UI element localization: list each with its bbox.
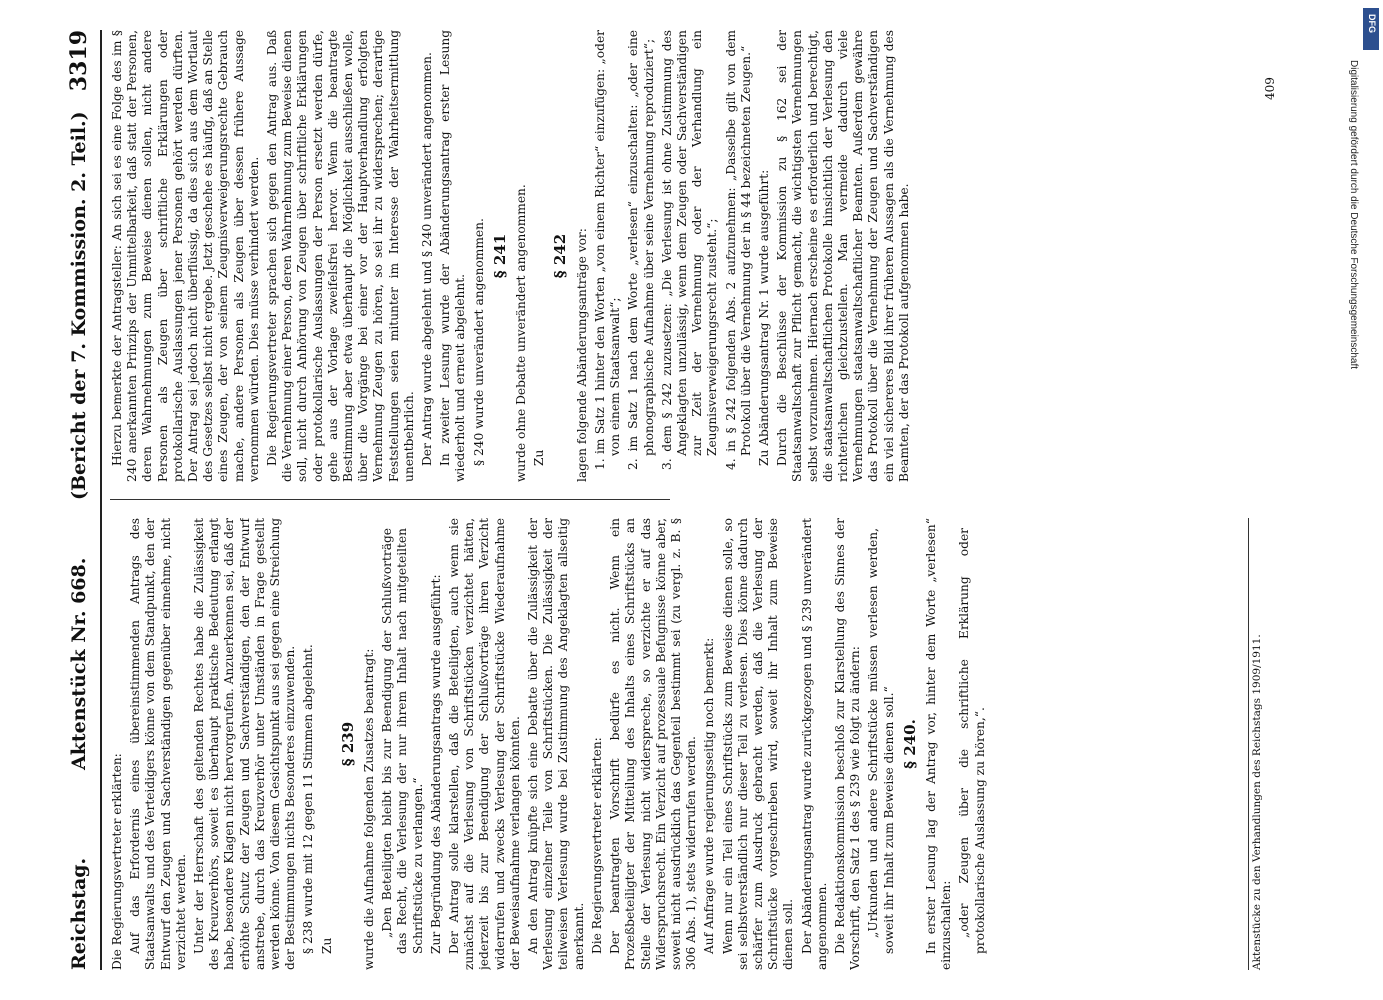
paragraph: Hierzu bemerkte der Antragsteller: An sich sei es eine Folge des im § 240 anerkannten Prinzips der Unmittelbarkeit, daß statt der Personen, deren Wahrnehmungen zum Beweise dienen sollen, nicht andere Personen als Zeugen über schriftliche Erklärungen oder protokollarische Auslassungen jener Personen gehört werden dürften. Der Antrag sei jedoch nicht überflüssig, da dies sich aus dem Wortlaut des Gesetzes selbst nicht ergebe. Jetzt geschehe es häufig, daß an Stelle eines Zeugen, der von seinem Zeugnisverweigerungsrechte Gebrauch mache, andere Personen als Zeugen über dessen frühere Aussage vernommen würden. Dies müsse verhindert werden. — [110, 30, 261, 482]
list-item: 2. im Satz 1 nach dem Worte „verlesen“ einzuschalten: „oder eine phonographische Aufnahme über seine Vernehmung reproduziert“; — [626, 30, 656, 470]
header-page-number: 3319 — [66, 30, 92, 92]
paragraph: Der beantragten Vorschrift bedürfe es nicht. Wenn ein Prozeßbeteiligter der Mitteilung des Inhalts eines Schriftstücks an Stelle der Verlesung nicht widerspreche, so verzichte er auf das Widerspruchsrecht. Ein Verzicht auf prozessuale Befugnisse könne aber, soweit nicht ausdrücklich das Gegenteil bestimmt sei (zu vergl. z. B. § 306 Abs. 1), stets widerrufen werden. — [608, 518, 699, 970]
page-header — [58, 30, 102, 970]
paragraph: Zu — [532, 449, 547, 466]
footer-page-number: 409 — [1263, 77, 1277, 100]
section-heading: § 242 — [551, 233, 570, 279]
paragraph: Die Regierungsvertreter erklärten: — [110, 753, 124, 970]
paragraph: Der Abänderungsantrag wurde zurückgezogen und § 239 unverändert angenommen. — [799, 518, 829, 970]
dfg-logo — [1363, 8, 1379, 50]
paragraph: wurde die Aufnahme folgenden Zusatzes beantragt: — [362, 648, 377, 970]
section-heading: § 241 — [490, 233, 509, 279]
paragraph: Zu Abänderungsantrag Nr. 1 wurde ausgeführt: — [756, 169, 771, 466]
right-text-column — [110, 30, 1290, 482]
paragraph: wurde ohne Debatte unverändert angenommen. — [514, 184, 529, 482]
paragraph: § 238 wurde mit 12 gegen 11 Stimmen abgelehnt. — [301, 644, 316, 954]
paragraph: lagen folgende Abänderungsanträge vor: — [574, 228, 589, 482]
section-heading: § 240. — [900, 719, 919, 769]
column-divider — [110, 499, 670, 500]
digitization-note — [1347, 60, 1361, 620]
paragraph: In erster Lesung lag der Antrag vor, hinter dem Worte „verlesen“ einzuschalten: — [923, 518, 954, 970]
paragraph: Die Regierungsvertreter sprachen sich gegen den Antrag aus. Daß die Vernehmung einer Person, deren Wahrnehmung zum Beweise dienen soll, nicht durch Anhörung von Zeugen über schriftliche Erklärungen oder protokollarische Auslassungen der Person ersetzt werden dürfe, gehe aus der Vorlage zweifelsfrei hervor. Wenn die beantragte Bestimmung aber etwa überhaupt die Möglichkeit ausschließen wolle, über die Vorgänge bei einer vor der Hauptverhandlung erfolgten Vernehmung Zeugen zu hören, so sei ihr zu widersprechen; derartige Feststellungen seien mitunter im Interesse der Wahrheitsermittlung unentbehrlich. — [265, 30, 416, 482]
paragraph: In zweiter Lesung wurde der Abänderungsantrag erster Lesung wiederholt und erneut abgelehnt. — [438, 30, 468, 482]
paragraph: Zur Begründung des Abänderungsantrags wurde ausgeführt: — [428, 574, 443, 954]
header-document-number: Aktenstück Nr. 668. — [68, 557, 90, 770]
paragraph: Der Antrag solle klarstellen, daß die Beteiligten, auch wenn sie zunächst auf die Verlesung von Schriftstücken verzichtet hätten, jederzeit bis zur Beendigung der Schlußvorträge ihren Verzicht widerrufen und zwecks Verlesung der Schriftstücke Wiederaufnahme der Beweisaufnahme verlangen könnten. — [447, 518, 522, 970]
list-item: 1. im Satz 1 hinter den Worten „von einem Richter“ einzufügen: „oder von einem Staatsanwalt“; — [592, 30, 623, 470]
paragraph: Auf das Erfordernis eines übereinstimmenden Antrags des Staatsanwalts und des Verteidigers könne von dem Standpunkt, den der Entwurf den Zeugen und Sachverständigen gegenüber einnehme, nicht verzichtet werden. — [128, 518, 188, 970]
paragraph: An den Antrag knüpfte sich eine Debatte über die Zulässigkeit der Verlesung einzelner Teile von Schriftstücken. Die Zulässigkeit der teilweisen Verlesung wurde bei Zustimmung des Angeklagten allseitig anerkannt. — [526, 518, 586, 970]
paragraph: Die Redaktionskommission beschloß zur Klarstellung des Sinnes der Vorschrift, den Satz 1 des § 239 wie folgt zu ändern: — [832, 518, 863, 970]
list-item: 3. dem § 242 zuzusetzen: „Die Verlesung ist ohne Zustimmung des Angeklagten unzulässig, wenn dem Zeugen oder Sachverständigen zur Zeit der Vernehmung oder der Verhandlung ein Zeugnisverweigerungsrecht zusteht.“; — [659, 30, 720, 470]
list-item: 4. in § 242 folgenden Abs. 2 aufzunehmen: „Dasselbe gilt von dem Protokoll über die Vernehmung der in § 44 bezeichneten Zeugen.“ — [723, 30, 753, 470]
header-left: Reichstag. — [68, 857, 90, 970]
paragraph: Der Antrag wurde abgelehnt und § 240 unverändert angenommen. — [420, 52, 435, 466]
dfg-logo-text: DFG — [1367, 14, 1377, 33]
paragraph: Die Regierungsvertreter erklärten: — [589, 737, 604, 954]
paragraph: Wenn nur ein Teil eines Schriftstücks zum Beweise dienen solle, so sei selbstverständlich nur dieser Teil zu verlesen. Dies könne dadurch schärfer zum Ausdruck gebracht werden, daß die Verlesung der Schriftstücke vorgeschrieben wird, soweit ihr Inhalt zum Beweise dienen soll. — [720, 518, 796, 970]
paragraph: Auf Anfrage wurde regierungsseitig noch bemerkt: — [702, 637, 717, 954]
quoted-paragraph: „oder Zeugen über die schriftliche Erklärung oder protokollarische Auslassung zu hören,“. — [957, 528, 987, 954]
digitization-note-text: Digitalisierung gefördert durch die Deutsche Forschungsgemeinschaft — [1348, 60, 1359, 370]
footer-note: Aktenstücke zu den Verhandlungen des Reichstags 1909/1911. — [1248, 518, 1263, 970]
paragraph: Unter der Herrschaft des geltenden Rechtes habe die Zulässigkeit des Kreuzverhörs, soweit es überhaupt praktische Bedeutung erlangt habe, besondere Klagen nicht hervorgerufen. Anzuerkennen sei, daß der erhöhte Schutz der Zeugen und Sachverständigen, den der Entwurf anstrebe, durch das Kreuzverhör unter Umständen in Frage gestellt werden könne. Von diesem Gesichtspunkt aus sei gegen eine Streichung der Bestimmungen nichts Besonderes einzuwenden. — [192, 518, 298, 970]
section-heading: § 239 — [338, 721, 357, 767]
quoted-paragraph: „Den Beteiligten bleibt bis zur Beendigung der Schlußvorträge das Recht, die Verlesung der nur ihrem Inhalt nach mitgeteilten Schriftstücke zu verlangen.“ — [380, 528, 425, 954]
paragraph: Durch die Beschlüsse der Kommission zu § 162 sei der Staatsanwaltschaft zur Pflicht gemacht, die wichtigsten Vernehmungen selbst vorzunehmen. Hiernach erscheine es erforderlich und berechtigt, die staatsanwaltschaftlichen Protokolle hinsichtlich der Verlesung den richterlichen gleichzustellen. Man vermeide dadurch viele Vernehmungen staatsanwaltschaftlicher Beamten. Außerdem gewähre das Protokoll über die Vernehmung der Zeugen und Sachverständigen ein viel sichereres Bild ihrer früheren Aussagen als die Vernehmung des Beamten, der das Protokoll aufgenommen habe. — [775, 30, 911, 482]
paragraph: Zu — [319, 937, 334, 954]
quoted-paragraph: „Urkunden und andere Schriftstücke müssen verlesen werden, soweit ihr Inhalt zum Beweise dienen soll.“ — [866, 528, 896, 954]
paragraph: § 240 wurde unverändert angenommen. — [471, 218, 486, 466]
left-text-column — [110, 518, 1290, 970]
rotated-page — [58, 30, 1328, 970]
header-report-title: (Bericht der 7. Kommission. 2. Teil.) — [68, 111, 90, 500]
